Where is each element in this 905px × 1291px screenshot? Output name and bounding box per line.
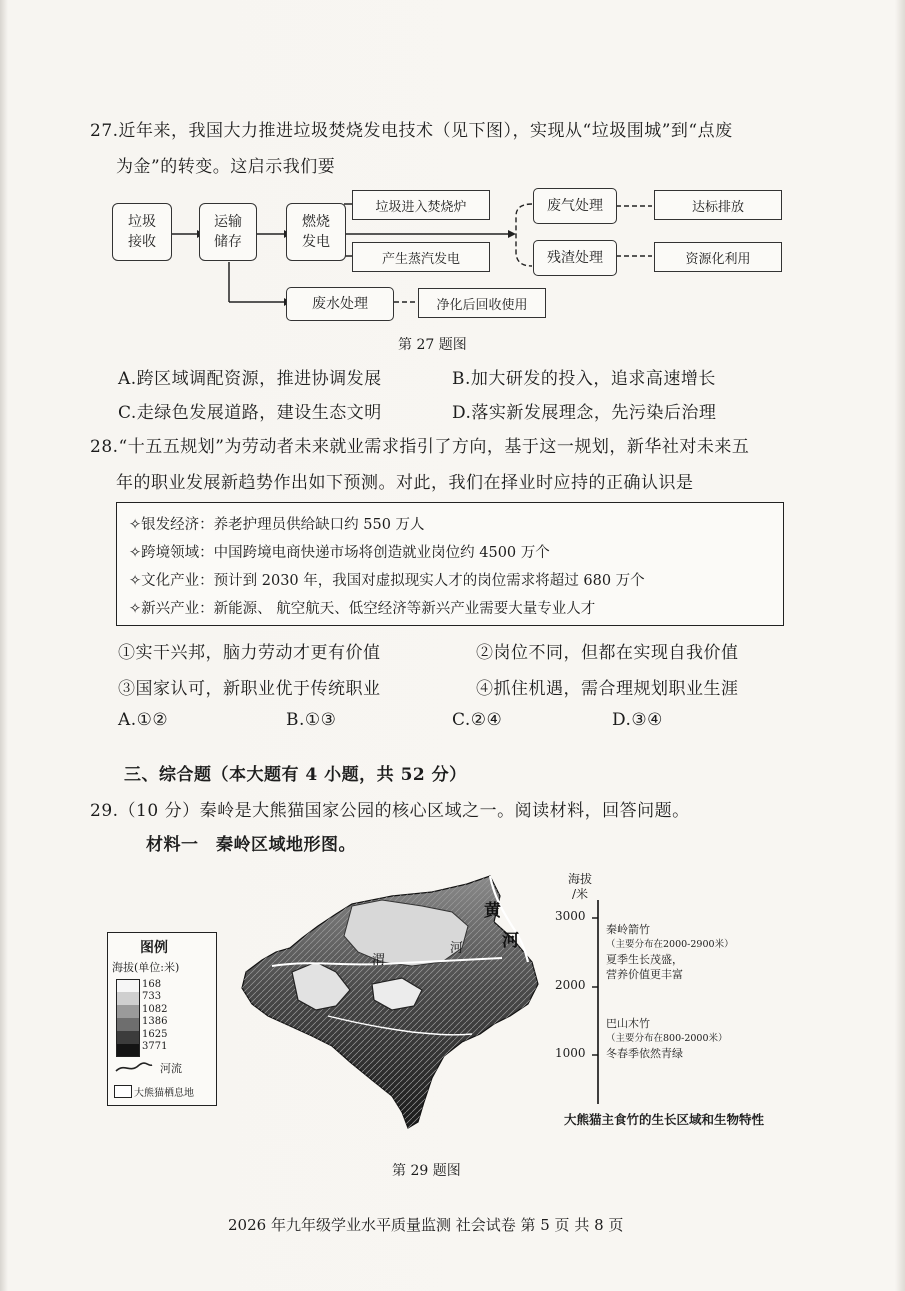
box-reuse: 资源化利用: [654, 242, 782, 272]
altitude-axis-title: [568, 872, 592, 902]
map-legend: [107, 932, 217, 1106]
bamboo-bashan-desc1: 冬春季依然青绿: [606, 1047, 683, 1060]
bamboo-bashan-range: （主要分布在800-2000米）: [606, 1033, 728, 1044]
legend-level: 733: [142, 991, 162, 1003]
axis-title-line2: /米: [572, 887, 589, 901]
q28-option-c: C.②④: [452, 710, 503, 730]
legend-levels: [142, 979, 167, 1053]
legend-unit: 海拔(单位:米): [112, 961, 180, 974]
tick-label-3000: 3000: [555, 909, 586, 923]
map-label-wei: 渭: [372, 953, 386, 968]
q27-option-b: B.加大研发的投入，追求高速增长: [452, 369, 716, 389]
legend-level: 3771: [142, 1041, 168, 1053]
q28-statement-3: ③国家认可，新职业优于传统职业: [118, 679, 381, 699]
box-standard: 达标排放: [654, 190, 782, 220]
q27-option-d: D.落实新发展理念，先污染后治理: [452, 403, 717, 423]
box-recycle: 净化后回收使用: [418, 288, 546, 318]
info-row-emerging: ✧新兴产业：新能源、 航空航天、低空经济等新兴产业需要大量专业人才: [129, 601, 596, 617]
qinling-terrain-map: [232, 866, 554, 1136]
q28-stem-line2: 年的职业发展新趋势作出如下预测。对此，我们在择业时应持的正确认识是: [116, 473, 694, 493]
burn-line2: 发电: [302, 234, 330, 250]
collect-line2: 接收: [128, 234, 156, 250]
store-line1: 运输: [214, 214, 242, 230]
q27-stem-line2: 为金”的转变。这启示我们要: [116, 157, 336, 177]
store-line2: 储存: [214, 234, 242, 250]
bamboo-qinling: [606, 922, 734, 982]
axis-title-line1: 海拔: [568, 872, 593, 886]
q28-statement-2: ②岗位不同，但都在实现自我价值: [476, 643, 739, 663]
q28-statement-1: ①实干兴邦，脑力劳动才更有价值: [118, 643, 381, 663]
q28-option-d: D.③④: [612, 710, 663, 730]
q27-option-c: C.走绿色发展道路，建设生态文明: [118, 403, 382, 423]
legend-title: 图例: [140, 940, 168, 956]
tick-label-2000: 2000: [555, 978, 586, 992]
bamboo-qinling-name: 秦岭箭竹: [606, 923, 650, 936]
bamboo-qinling-range: （主要分布在2000-2900米）: [606, 939, 734, 950]
map-label-huang: 黄: [484, 901, 501, 921]
q27-option-a: A.跨区域调配资源，推进协调发展: [118, 369, 382, 389]
map-label-he: 河: [502, 931, 519, 951]
box-collect: [112, 203, 172, 261]
legend-level: 1386: [142, 1016, 168, 1028]
q28-option-a: A.①②: [118, 710, 169, 730]
q28-statement-4: ④抓住机遇，需合理规划职业生涯: [476, 679, 739, 699]
q27-caption: 第 27 题图: [398, 337, 467, 353]
info-row-culture: ✧文化产业：预计到 2030 年，我国对虚拟现实人才的岗位需求将超过 680 万个: [129, 573, 645, 589]
legend-level: 168: [142, 979, 162, 990]
box-steam: 产生蒸汽发电: [352, 242, 490, 272]
legend-level: 1082: [142, 1003, 168, 1015]
q29-material-1: 材料一 秦岭区域地形图。: [146, 835, 356, 855]
habitat-symbol-icon: [114, 1085, 132, 1098]
box-water: 废水处理: [286, 287, 394, 321]
legend-habitat-label: 大熊猫栖息地: [134, 1088, 194, 1099]
info-row-crossborder: ✧跨境领域：中国跨境电商快递市场将创造就业岗位约 4500 万个: [129, 545, 550, 561]
collect-line1: 垃圾: [128, 214, 156, 230]
burn-line1: 燃烧: [302, 214, 330, 230]
section-3-heading: 三、综合题（本大题有 4 小题，共 52 分）: [124, 765, 467, 785]
legend-color-ramp: [116, 979, 140, 1057]
box-burn: [286, 203, 346, 261]
box-slag: 残渣处理: [533, 240, 617, 276]
box-gas: 废气处理: [533, 188, 617, 224]
river-symbol-icon: [114, 1061, 154, 1075]
bamboo-bashan: [606, 1016, 728, 1061]
bamboo-qinling-desc2: 营养价值更丰富: [606, 968, 683, 981]
legend-level: 1625: [142, 1028, 168, 1040]
q28-option-b: B.①③: [286, 710, 337, 730]
q27-stem-line1: 27.近年来，我国大力推进垃圾焚烧发电技术（见下图），实现从“垃圾围城”到“点废: [90, 121, 733, 141]
q29-caption: 第 29 题图: [392, 1163, 461, 1179]
tick-label-1000: 1000: [555, 1046, 586, 1060]
bamboo-qinling-desc1: 夏季生长茂盛，: [606, 953, 683, 966]
legend-river-label: 河流: [160, 1062, 182, 1075]
box-furnace: 垃圾进入焚烧炉: [352, 190, 490, 220]
bamboo-bashan-name: 巴山木竹: [606, 1017, 650, 1030]
map-label-he2: 河: [450, 941, 464, 956]
q29-stem: 29.（10 分）秦岭是大熊猫国家公园的核心区域之一。阅读材料，回答问题。: [90, 801, 690, 821]
page-footer: 2026 年九年级学业水平质量监测 社会试卷 第 5 页 共 8 页: [228, 1216, 624, 1234]
info-row-silver: ✧银发经济：养老护理员供给缺口约 550 万人: [129, 517, 425, 533]
q28-info-box: [116, 502, 784, 626]
box-store: [199, 203, 257, 261]
q28-stem-line1: 28.“十五五规划”为劳动者未来就业需求指引了方向，基于这一规划，新华社对未来五: [90, 437, 750, 457]
altitude-chart-caption: 大熊猫主食竹的生长区域和生物特性: [564, 1112, 765, 1127]
